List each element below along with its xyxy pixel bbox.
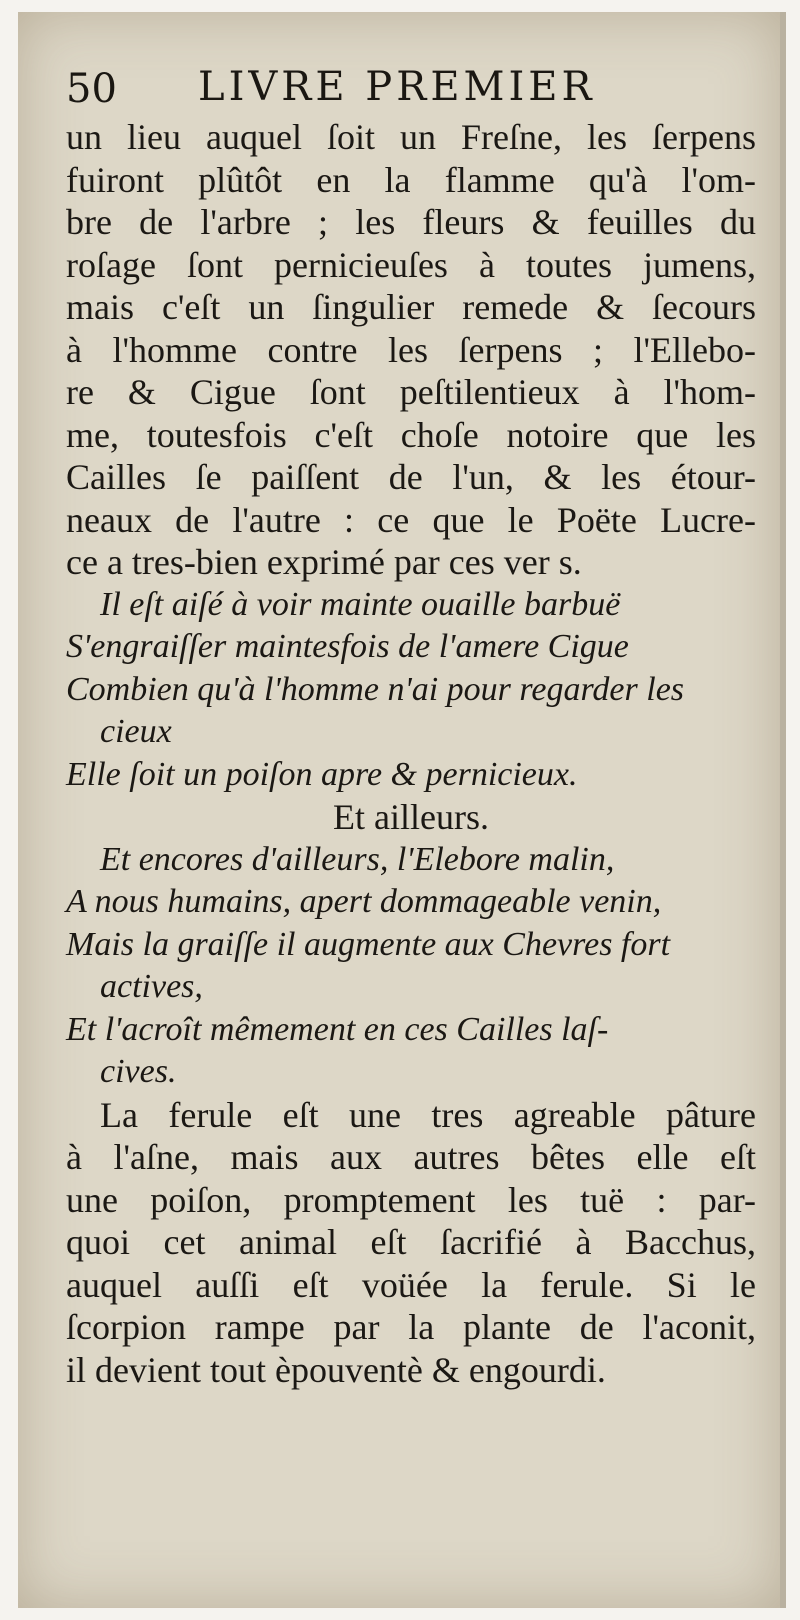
section-subheading: Et ailleurs. <box>333 797 489 837</box>
verse-line: A nous humains, apert dommageable venin, <box>66 883 662 920</box>
prose-line: une poiſon, promptement les tuë : par- <box>66 1179 756 1220</box>
prose-line: re & Cigue ſont peſtilentieux à l'hom- <box>66 372 756 412</box>
prose-line: ce a tres-bien exprimé par ces ver s. <box>66 542 582 582</box>
prose-line: mais c'eſt un ſingulier remede & ſecours <box>66 287 756 327</box>
prose-line: neaux de l'autre : ce que le Poëte Lucre- <box>66 499 756 540</box>
prose-line: Cailles ſe paiſſent de l'un, & les étour- <box>66 457 756 497</box>
page-body <box>66 116 756 1391</box>
page-header <box>48 60 748 120</box>
prose-line: bre de l'arbre ; les fleurs & feuilles du <box>66 202 756 242</box>
verse-line: cieux <box>100 713 172 750</box>
prose-line: fuiront plûtôt en la flamme qu'à l'om- <box>66 159 756 200</box>
prose-line: il devient tout èpouventè & engourdi. <box>66 1349 606 1390</box>
verse-line: Combien qu'à l'homme n'ai pour regarder les <box>66 670 685 708</box>
prose-line: à l'aſne, mais aux autres bêtes elle eſt <box>66 1137 756 1177</box>
verse-line: Mais la graiſſe il augmente aux Chevres fort <box>66 925 671 963</box>
prose-line: me, toutesfois c'eſt choſe notoire que les <box>66 414 756 455</box>
prose-line: auquel auſſi eſt voüée la ferule. Si le <box>66 1264 756 1305</box>
verse-line: cives. <box>100 1053 177 1090</box>
page-number: 50 <box>66 66 117 112</box>
verse-line: Et l'acroît mêmement en ces Cailles laſ- <box>66 1010 609 1048</box>
verse-line: Elle ſoit un poiſon apre & pernicieux. <box>66 755 578 793</box>
prose-line: ſcorpion rampe par la plante de l'aconit, <box>66 1307 756 1347</box>
verse-line: actives, <box>100 968 203 1005</box>
prose-line: roſage ſont pernicieuſes à toutes jumens, <box>66 244 756 285</box>
verse-line: S'engraiſſer maintesfois de l'amere Cigue <box>66 628 629 665</box>
verse-line: Il eſt aiſé à voir mainte ouaille barbuë <box>100 585 621 623</box>
prose-line: La ferule eſt une tres agreable pâture <box>100 1094 756 1135</box>
prose-line: à l'homme contre les ſerpens ; l'Ellebo- <box>66 329 756 370</box>
prose-line: quoi cet animal eſt ſacrifié à Bacchus, <box>66 1222 756 1262</box>
prose-line: un lieu auquel ſoit un Freſne, les ſerpens <box>66 117 756 157</box>
verse-line: Et encores d'ailleurs, l'Elebore malin, <box>100 840 615 878</box>
running-title: LIVRE PREMIER <box>198 64 596 110</box>
book-page <box>18 12 786 1608</box>
